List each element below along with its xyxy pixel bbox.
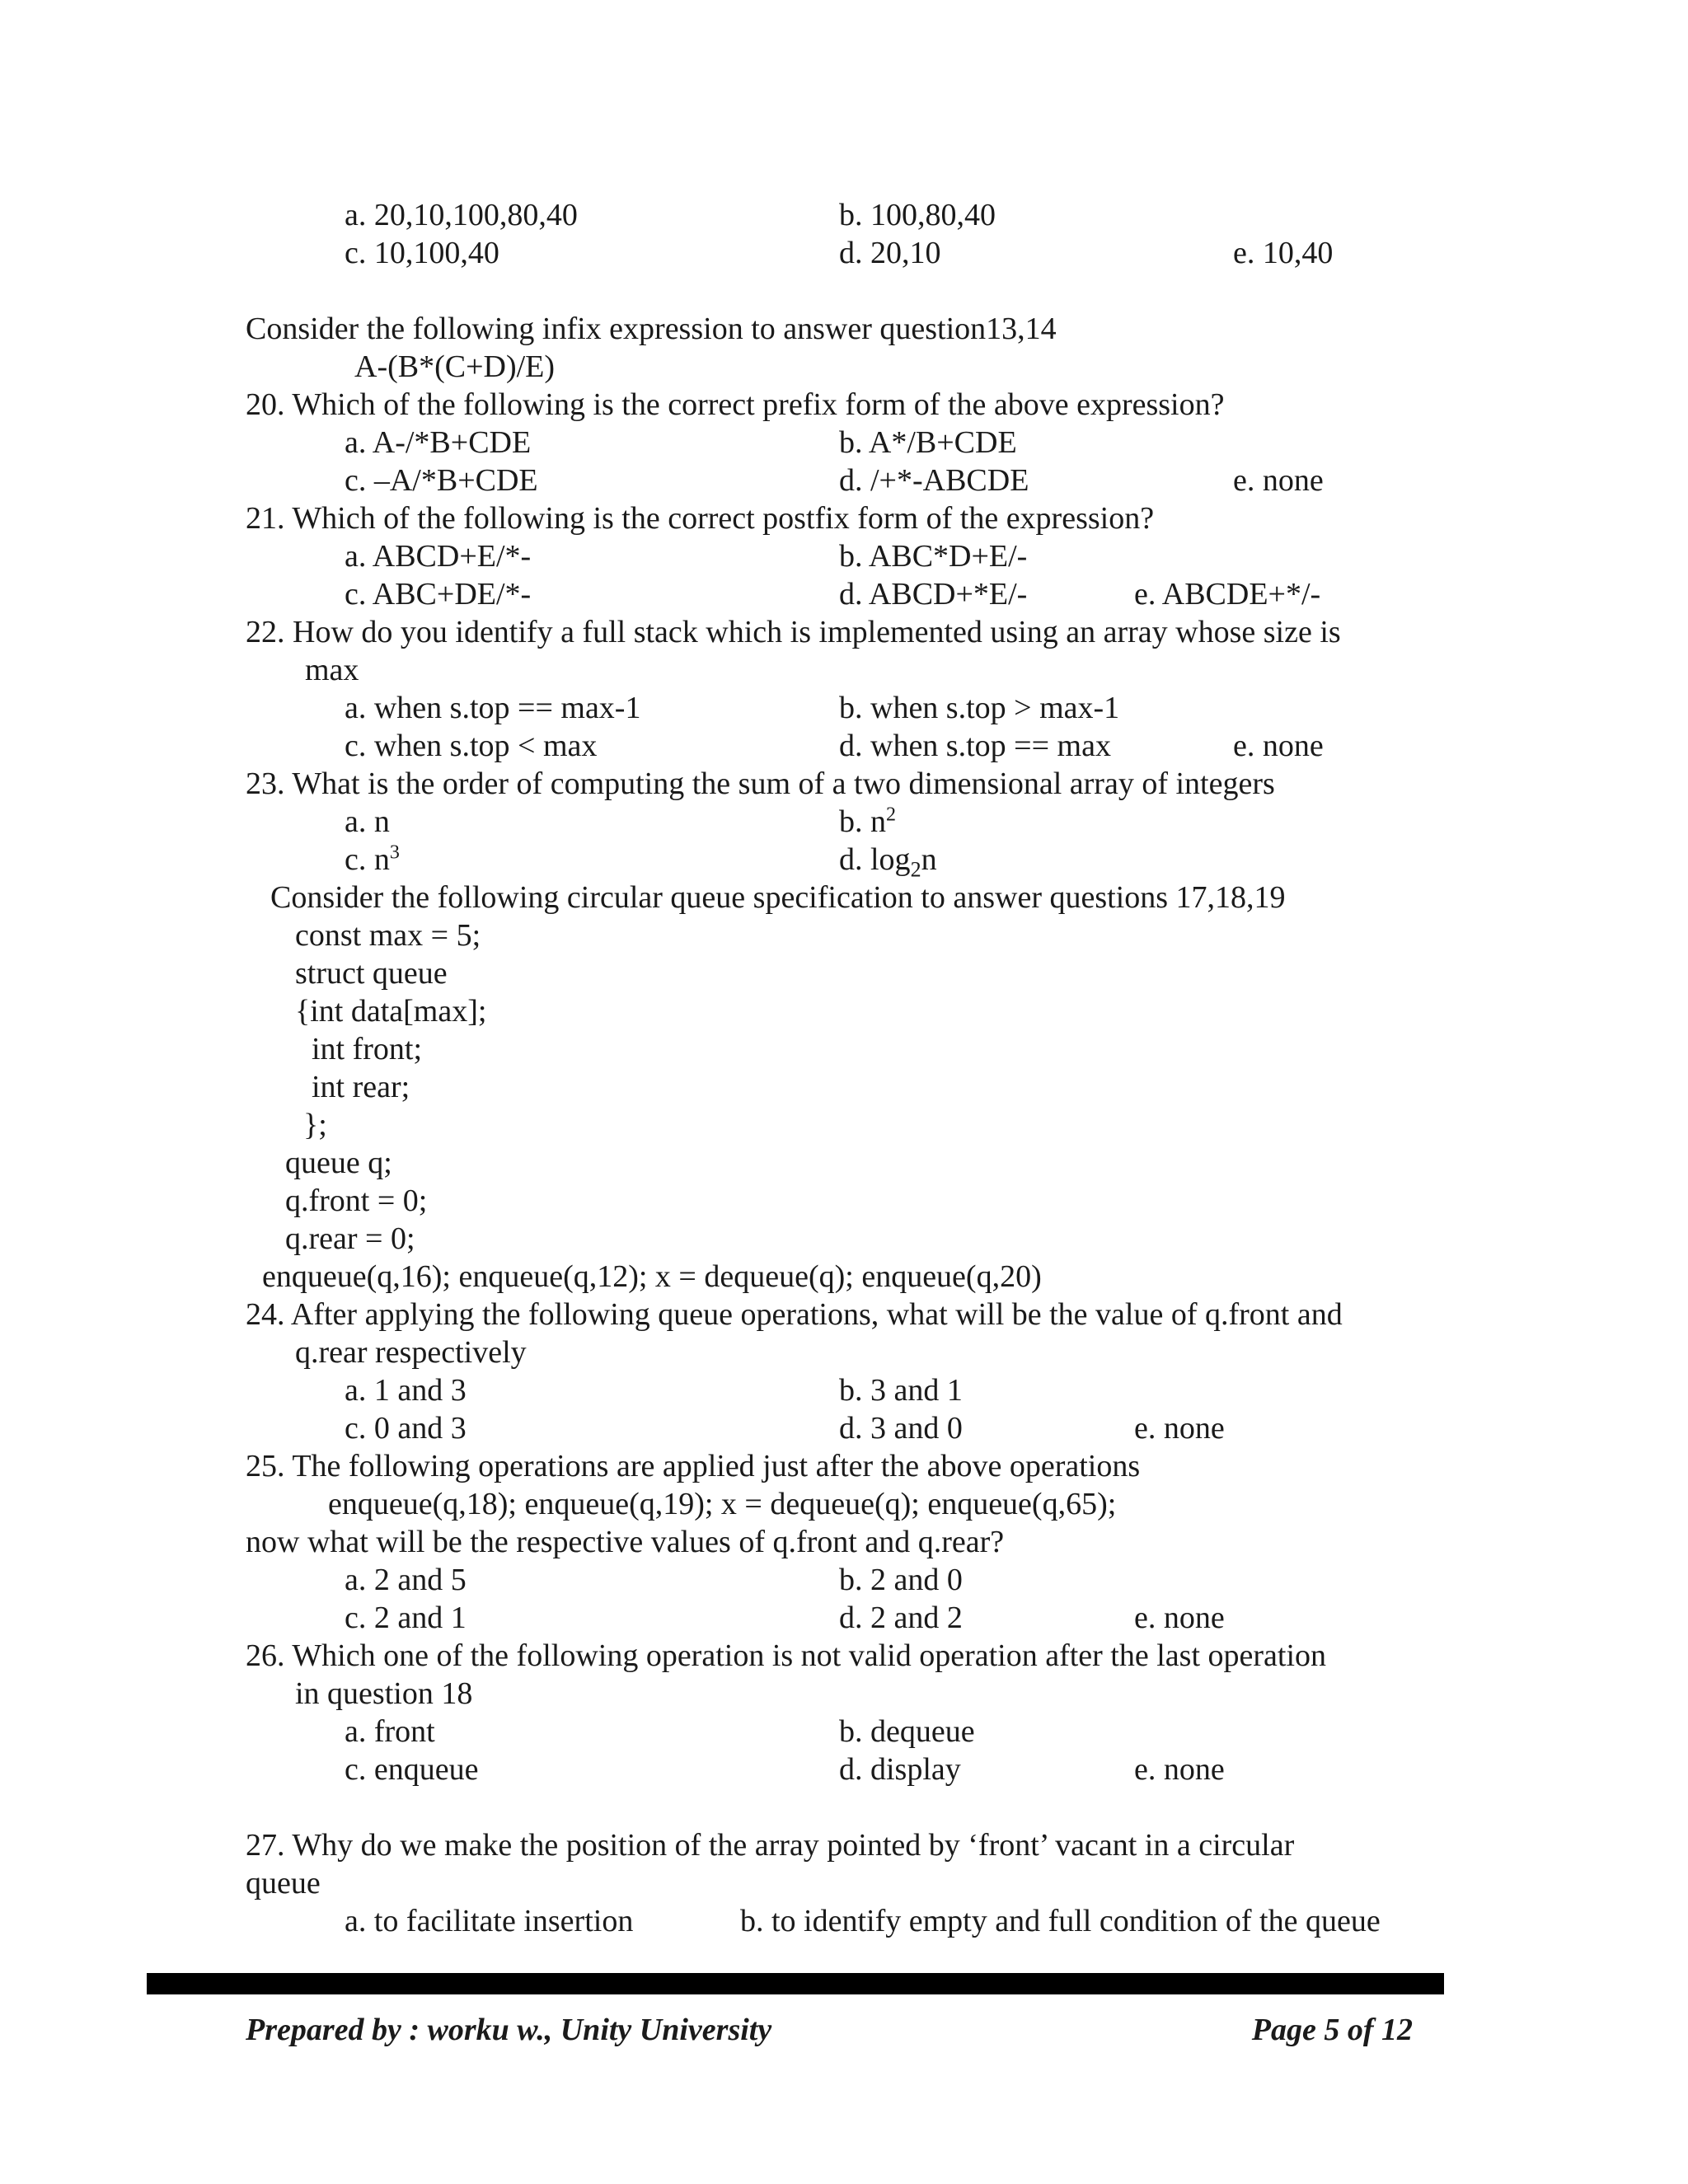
q27-question-line2: queue: [246, 1866, 321, 1900]
footer-page-number: Page 5 of 12: [1251, 2013, 1413, 2047]
q24-option-b: b. 3 and 1: [839, 1373, 963, 1408]
q26-option-b: b. dequeue: [839, 1714, 975, 1749]
infix-intro: Consider the following infix expression to answer question13,14: [246, 312, 1057, 346]
q22-option-b: b. when s.top > max-1: [839, 691, 1120, 725]
q21-option-e: e. ABCDE+*/-: [1134, 577, 1321, 612]
q26-option-a: a. front: [345, 1714, 435, 1749]
q24-option-e: e. none: [1134, 1411, 1225, 1446]
queue-intro: Consider the following circular queue specification to answer questions 17,18,19: [270, 880, 1286, 915]
q25-option-e: e. none: [1134, 1601, 1225, 1635]
q22-option-e: e. none: [1233, 729, 1324, 763]
q24-option-c: c. 0 and 3: [345, 1411, 467, 1446]
q23-question: 23. What is the order of computing the sum of a two dimensional array of integers: [246, 766, 1275, 801]
q25-question-line2: now what will be the respective values of q.front and q.rear?: [246, 1525, 1005, 1559]
q26-option-d: d. display: [839, 1752, 961, 1787]
code-line: const max = 5;: [295, 918, 481, 953]
q26-question-line1: 26. Which one of the following operation is not valid operation after the last operation: [246, 1638, 1326, 1673]
q25-option-d: d. 2 and 2: [839, 1601, 963, 1635]
q27-option-a: a. to facilitate insertion: [345, 1904, 634, 1938]
code-line: queue q;: [285, 1146, 392, 1180]
q21-option-b: b. ABC*D+E/-: [839, 539, 1028, 574]
code-line: struct queue: [295, 956, 448, 991]
footer-author: Prepared by : worku w., Unity University: [246, 2013, 772, 2047]
q26-option-c: c. enqueue: [345, 1752, 479, 1787]
code-line: {int data[max];: [295, 994, 487, 1029]
q22-question-line2: max: [305, 653, 359, 687]
q23-option-d-arg: n: [921, 842, 937, 877]
q19-option-d: d. 20,10: [839, 236, 941, 270]
q23-option-d-log: d. log: [839, 842, 911, 877]
q22-option-d: d. when s.top == max: [839, 729, 1111, 763]
q22-question-line1: 22. How do you identify a full stack which is implemented using an array whose size is: [246, 615, 1341, 649]
q20-option-e: e. none: [1233, 463, 1324, 498]
infix-expression: A-(B*(C+D)/E): [354, 349, 556, 384]
code-line: enqueue(q,16); enqueue(q,12); x = dequeue(q); enqueue(q,20): [262, 1259, 1042, 1294]
q21-option-a: a. ABCD+E/*-: [345, 539, 532, 574]
q25-option-a: a. 2 and 5: [345, 1563, 467, 1597]
q21-option-d: d. ABCD+*E/-: [839, 577, 1028, 612]
q23-option-b: [839, 803, 896, 841]
q27-question-line1: 27. Why do we make the position of the array pointed by ‘front’ vacant in a circular: [246, 1828, 1295, 1863]
q23-option-b-base: b. n: [839, 804, 886, 839]
q19-option-c: c. 10,100,40: [345, 236, 499, 270]
q19-option-a: a. 20,10,100,80,40: [345, 198, 578, 232]
q22-option-c: c. when s.top < max: [345, 729, 598, 763]
q23-option-a: a. n: [345, 804, 390, 839]
q23-option-d-base: 2: [910, 857, 921, 882]
q20-question: 20. Which of the following is the correct prefix form of the above expression?: [246, 387, 1225, 422]
q25-option-b: b. 2 and 0: [839, 1563, 963, 1597]
q23-option-c-base: c. n: [345, 842, 390, 877]
q23-option-d: [839, 841, 937, 882]
q24-option-d: d. 3 and 0: [839, 1411, 963, 1446]
code-line: };: [303, 1108, 327, 1142]
q23-option-c-exponent: 3: [389, 841, 400, 864]
q20-option-d: d. /+*-ABCDE: [839, 463, 1029, 498]
code-line: int rear;: [312, 1070, 410, 1104]
q21-option-c: c. ABC+DE/*-: [345, 577, 532, 612]
q24-question-line2: q.rear respectively: [295, 1335, 527, 1370]
q21-question: 21. Which of the following is the correct postfix form of the expression?: [246, 501, 1155, 536]
q26-question-line2: in question 18: [295, 1676, 473, 1711]
code-line: q.rear = 0;: [285, 1221, 415, 1256]
q26-option-e: e. none: [1134, 1752, 1225, 1787]
q23-option-c: [345, 841, 400, 879]
q24-question-line1: 24. After applying the following queue operations, what will be the value of q.front and: [246, 1297, 1343, 1332]
q19-option-e: e. 10,40: [1233, 236, 1334, 270]
q20-option-a: a. A-/*B+CDE: [345, 425, 532, 460]
q19-option-b: b. 100,80,40: [839, 198, 996, 232]
q23-option-b-exponent: 2: [886, 804, 896, 826]
q27-option-b: b. to identify empty and full condition of the queue: [740, 1904, 1381, 1938]
q25-operations: enqueue(q,18); enqueue(q,19); x = dequeue(q); enqueue(q,65);: [328, 1487, 1117, 1521]
q25-option-c: c. 2 and 1: [345, 1601, 467, 1635]
q20-option-b: b. A*/B+CDE: [839, 425, 1017, 460]
q22-option-a: a. when s.top == max-1: [345, 691, 641, 725]
code-line: int front;: [312, 1032, 423, 1066]
q20-option-c: c. –A/*B+CDE: [345, 463, 538, 498]
q24-option-a: a. 1 and 3: [345, 1373, 467, 1408]
footer-rule: [147, 1973, 1444, 1994]
q25-question-line1: 25. The following operations are applied just after the above operations: [246, 1449, 1141, 1483]
code-line: q.front = 0;: [285, 1183, 428, 1218]
